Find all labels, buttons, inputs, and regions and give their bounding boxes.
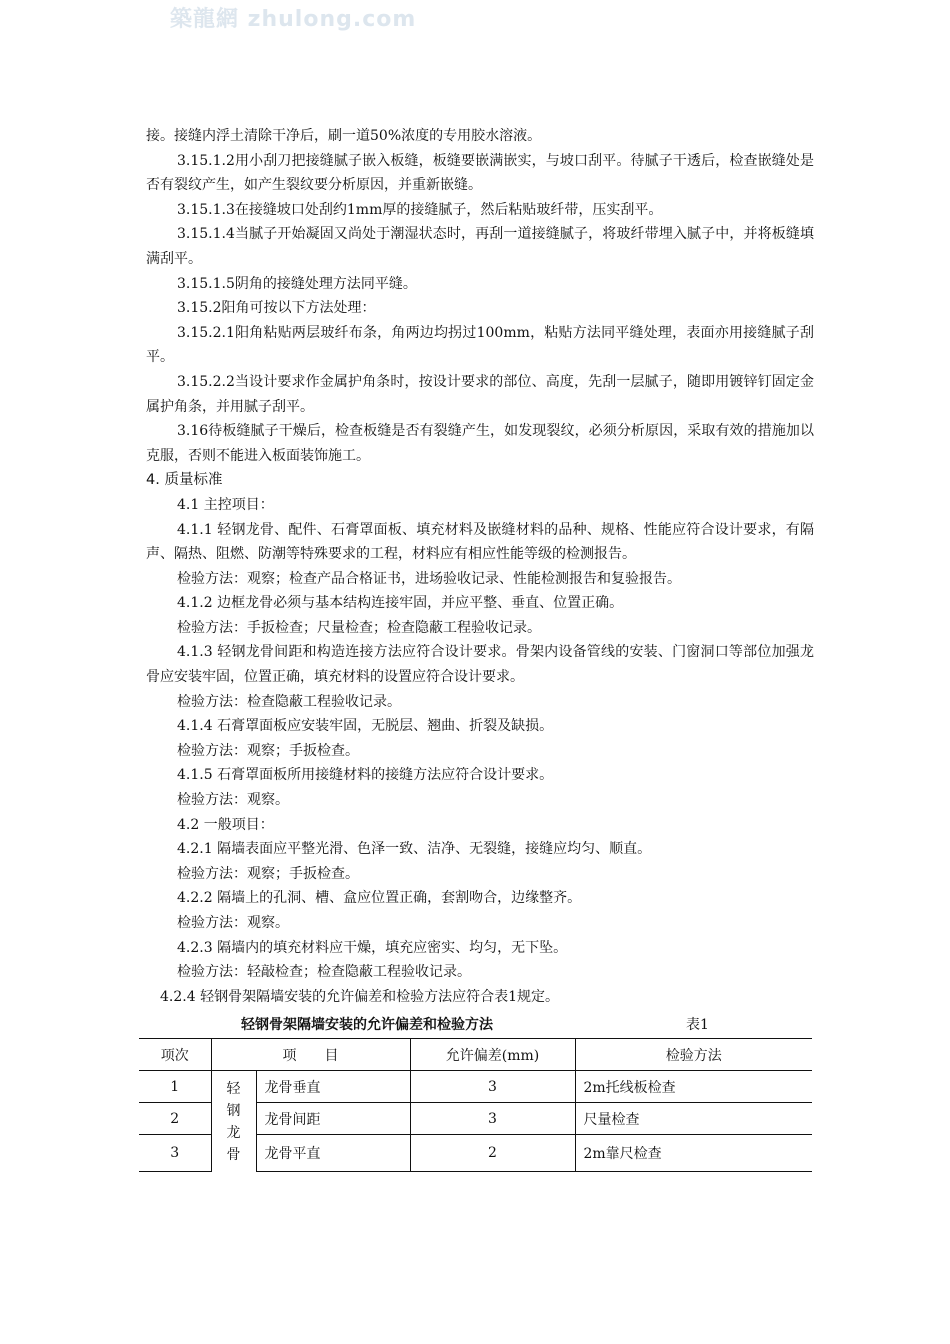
row-number-cell: 1 — [139, 1071, 211, 1103]
group-label-char: 钢 — [226, 1102, 241, 1119]
group-label-cell — [211, 1071, 256, 1172]
inspection-method-line: 检验方法：检查隐蔽工程验收记录。 — [177, 693, 401, 710]
clause-line: 4.2.1 隔墙表面应平整光滑、色泽一致、洁净、无裂缝，接缝应均匀、顺直。 — [177, 841, 652, 858]
document-page — [146, 124, 814, 1172]
clause-line: 4.1.1 轻钢龙骨、配件、石膏罩面板、填充材料及嵌缝材料的品种、规格、性能应符合设计要求，有隔声、隔热、阻燃、防潮等特殊要求的工程，材料应有相应性能等级的检测报告。 — [146, 521, 814, 563]
group-label-char: 轻 — [226, 1080, 241, 1097]
paragraph: 3.16待板缝腻子干燥后，检查板缝是否有裂缝产生，如发现裂纹，必须分析原因，采取有效的措施加以克服，否则不能进入板面装饰施工。 — [146, 423, 814, 464]
inspection-method-line: 检验方法：观察；手扳检查。 — [177, 742, 359, 759]
header-cell: 项次 — [139, 1039, 211, 1071]
clause-line: 4.2.2 隔墙上的孔洞、槽、盒应位置正确，套割吻合，边缘整齐。 — [177, 890, 582, 907]
watermark-logo: 築龍網 zhulong.com — [170, 7, 417, 32]
header-cell: 允许偏差(mm) — [410, 1039, 575, 1071]
table-header-row — [139, 1039, 812, 1071]
item-cell: 龙骨间距 — [256, 1103, 410, 1135]
inspection-method-line: 检验方法：手扳检查；尺量检查；检查隐蔽工程验收记录。 — [177, 619, 541, 636]
clause-line: 4.2.3 隔墙内的填充材料应干燥，填充应密实、均匀，无下坠。 — [177, 939, 568, 956]
paragraph: 接。接缝内浮土清除干净后，刷一道50%浓度的专用胶水溶液。 — [146, 128, 542, 144]
paragraph: 3.15.2.2当设计要求作金属护角条时，按设计要求的部位、高度，先刮一层腻子，随即用镀锌钉固定金属护角条，并用腻子刮平。 — [146, 373, 814, 415]
group-label-char: 龙 — [226, 1124, 241, 1141]
clause-line: 4.1.2 边框龙骨必须与基本结构连接牢固，并应平整、垂直、位置正确。 — [177, 595, 624, 612]
tolerance-cell: 3 — [410, 1071, 575, 1103]
clause-line: 4.2 一般项目： — [177, 816, 274, 833]
header-cell: 检验方法 — [575, 1039, 812, 1071]
table-row — [139, 1071, 812, 1103]
tolerance-table — [139, 1038, 812, 1172]
row-number-cell: 2 — [139, 1103, 211, 1135]
table-number: 表1 — [686, 1017, 709, 1034]
paragraph: 3.15.2阳角可按以下方法处理： — [177, 300, 376, 317]
group-label — [216, 1078, 252, 1166]
group-label-char: 骨 — [226, 1146, 241, 1163]
inspection-method-line: 检验方法：观察。 — [177, 915, 289, 931]
inspection-method-line: 检验方法：轻敲检查；检查隐蔽工程验收记录。 — [177, 964, 471, 981]
method-cell: 2m靠尺检查 — [575, 1135, 812, 1172]
item-cell: 龙骨垂直 — [256, 1071, 410, 1103]
table-title: 轻钢骨架隔墙安装的允许偏差和检验方法 — [241, 1017, 493, 1034]
table-reference-line: 4.2.4 轻钢骨架隔墙安装的允许偏差和检验方法应符合表1规定。 — [160, 988, 559, 1005]
inspection-method-line: 检验方法：观察。 — [177, 792, 289, 809]
paragraph: 3.15.2.1阳角粘贴两层玻纤布条，角两边均拐过100mm，粘贴方法同平缝处理，表面亦用接缝腻子刮平。 — [146, 324, 814, 366]
inspection-method-line: 检验方法：观察；手扳检查。 — [177, 865, 359, 882]
inspection-method-line: 检验方法：观察；检查产品合格证书，进场验收记录、性能检测报告和复验报告。 — [177, 570, 681, 587]
method-cell: 2m托线板检查 — [575, 1071, 812, 1103]
table-caption — [146, 1011, 814, 1038]
section-heading: 4. 质量标准 — [146, 472, 223, 489]
clause-line: 4.1 主控项目： — [177, 496, 274, 513]
paragraph: 3.15.1.4当腻子开始凝固又尚处于潮湿状态时，再刮一道接缝腻子，将玻纤带埋入腻子中，并将板缝填满刮平。 — [146, 226, 814, 267]
tolerance-cell: 3 — [410, 1103, 575, 1135]
method-cell: 尺量检查 — [575, 1103, 812, 1135]
paragraph: 3.15.1.3在接缝坡口处刮约1mm厚的接缝腻子，然后粘贴玻纤带，压实刮平。 — [177, 201, 663, 218]
clause-line: 4.1.3 轻钢龙骨间距和构造连接方法应符合设计要求。骨架内设备管线的安装、门窗洞口等部位加强龙骨应安装牢固，位置正确，填充材料的设置应符合设计要求。 — [146, 644, 814, 686]
clause-line: 4.1.4 石膏罩面板应安装牢固，无脱层、翘曲、折裂及缺损。 — [177, 718, 554, 735]
row-number-cell: 3 — [139, 1135, 211, 1172]
item-cell: 龙骨平直 — [256, 1135, 410, 1172]
header-cell: 项 目 — [211, 1039, 410, 1071]
clause-line: 4.1.5 石膏罩面板所用接缝材料的接缝方法应符合设计要求。 — [177, 767, 554, 784]
quality-standards — [146, 493, 814, 1009]
paragraph: 3.15.1.2用小刮刀把接缝腻子嵌入板缝，板缝要嵌满嵌实，与坡口刮平。待腻子干透后，检查嵌缝处是否有裂纹产生，如产生裂纹要分析原因，并重新嵌缝。 — [146, 152, 814, 194]
construction-section — [146, 124, 814, 468]
paragraph: 3.15.1.5阴角的接缝处理方法同平缝。 — [177, 275, 417, 292]
tolerance-cell: 2 — [410, 1135, 575, 1172]
